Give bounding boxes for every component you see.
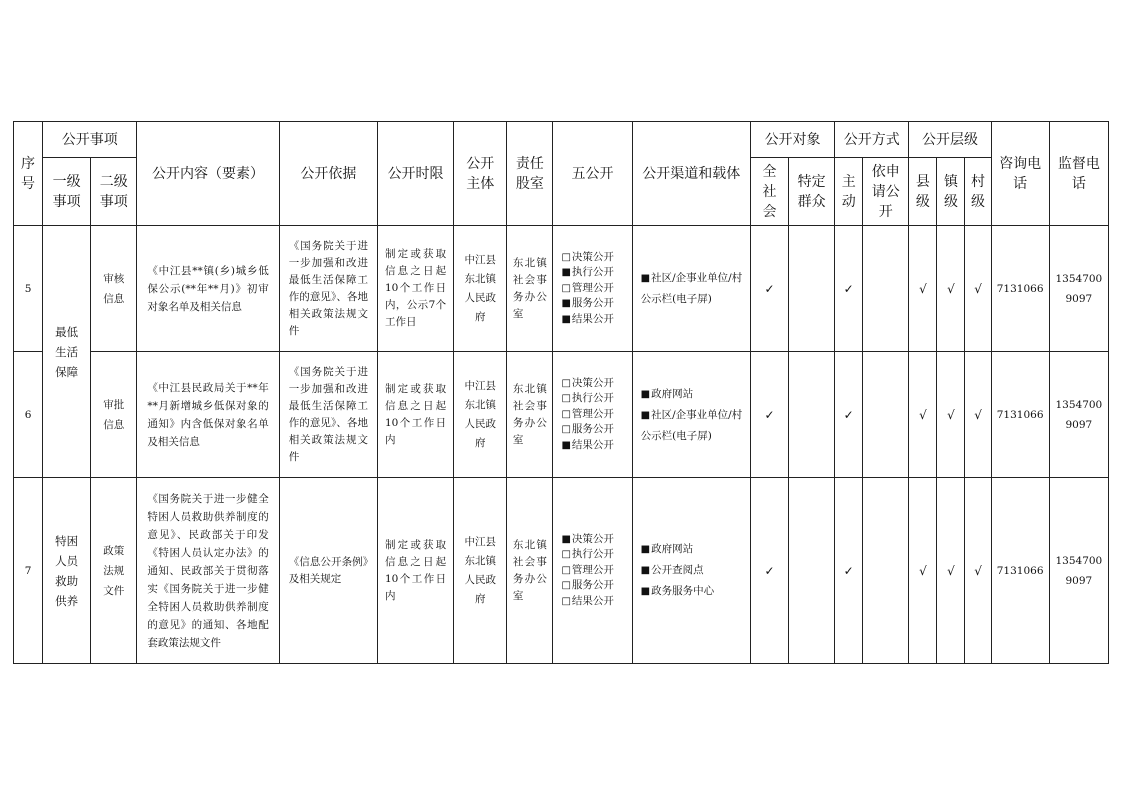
channel-list (633, 539, 750, 602)
header-dept: 责任股室 (507, 122, 553, 226)
header-consult-phone: 咨询电话 (991, 122, 1049, 226)
five-public-item: ■ 结果公开 (561, 438, 631, 454)
row-basis: 《信息公开条例》及相关规定 (279, 478, 377, 664)
row-basis: 《国务院关于进一步加强和改进最低生活保障工作的意见》、各地相关政策法规文件 (279, 226, 377, 352)
five-public-item: □ 决策公开 (561, 250, 631, 266)
channel-list (633, 384, 750, 446)
row-town-check: √ (937, 478, 965, 664)
row-dept: 东北镇社会事务办公室 (507, 352, 553, 478)
header-method: 公开方式 (835, 122, 909, 158)
row-method-request-check (863, 352, 909, 478)
header-subject: 公开主体 (454, 122, 507, 226)
header-content: 公开内容（要素） (137, 122, 279, 226)
five-public-item: □ 结果公开 (561, 594, 631, 610)
row-five-public (553, 478, 632, 664)
row-channel (632, 352, 750, 478)
row-target-specific-check (789, 478, 835, 664)
row-consult-phone: 7131066 (991, 478, 1049, 664)
group-min-living: 最低生活保障 (43, 226, 91, 478)
row-seq: 6 (14, 352, 43, 478)
row-time-limit: 制定或获取信息之日起10个工作日内 (377, 352, 453, 478)
row-level2: 政策法规文件 (91, 478, 137, 664)
row-village-check: √ (965, 352, 991, 478)
table-row (14, 226, 1109, 352)
row-village-check: √ (965, 226, 991, 352)
row-time-limit: 制定或获取信息之日起10个工作日内 (377, 478, 453, 664)
row-method-active-check: ✓ (835, 352, 863, 478)
header-method-request: 依申请公开 (863, 158, 909, 226)
header-supervise-phone: 监督电话 (1049, 122, 1108, 226)
five-public-item: □ 管理公开 (561, 407, 631, 423)
header-level-town: 镇级 (937, 158, 965, 226)
five-public-item: ■ 结果公开 (561, 312, 631, 328)
row-county-check: √ (909, 226, 937, 352)
five-public-item: □ 执行公开 (561, 547, 631, 563)
header-level1: 一级事项 (43, 158, 91, 226)
row-subject: 中江县东北镇人民政府 (454, 352, 507, 478)
header-level: 公开层级 (909, 122, 991, 158)
row-method-request-check (863, 226, 909, 352)
five-public-item: □ 服务公开 (561, 578, 631, 594)
row-method-request-check (863, 478, 909, 664)
row-five-public (553, 226, 632, 352)
table-row (14, 478, 1109, 664)
channel-item: ■ 政府网站 (641, 384, 750, 405)
row-content: 《中江县**镇(乡)城乡低保公示(**年**月)》初审对象名单及相关信息 (137, 226, 279, 352)
row-five-public (553, 352, 632, 478)
row-supervise-phone: 1354700 9097 (1049, 478, 1108, 664)
header-time-limit: 公开时限 (377, 122, 453, 226)
header-level2: 二级事项 (91, 158, 137, 226)
channel-item: ■ 公开查阅点 (641, 560, 750, 581)
row-town-check: √ (937, 226, 965, 352)
five-public-item: □ 执行公开 (561, 391, 631, 407)
row-content: 《中江县民政局关于**年**月新增城乡低保对象的通知》内含低保对象名单及相关信息 (137, 352, 279, 478)
channel-item: ■ 社区/企事业单位/村公示栏(电子屏) (641, 405, 750, 446)
five-public-list (553, 376, 631, 454)
five-public-item: ■ 决策公开 (561, 532, 631, 548)
group-special-poor: 特困人员救助供养 (43, 478, 91, 664)
header-target-all: 全社会 (750, 158, 788, 226)
row-channel (632, 226, 750, 352)
row-method-active-check: ✓ (835, 478, 863, 664)
row-dept: 东北镇社会事务办公室 (507, 478, 553, 664)
header-five-public: 五公开 (553, 122, 632, 226)
channel-list (633, 268, 750, 309)
row-basis: 《国务院关于进一步加强和改进最低生活保障工作的意见》、各地相关政策法规文件 (279, 352, 377, 478)
row-dept: 东北镇社会事务办公室 (507, 226, 553, 352)
five-public-item: ■ 服务公开 (561, 296, 631, 312)
row-level2: 审核信息 (91, 226, 137, 352)
five-public-list (553, 532, 631, 610)
table-row (14, 352, 1109, 478)
five-public-item: ■ 执行公开 (561, 265, 631, 281)
channel-item: ■ 政府网站 (641, 539, 750, 560)
row-target-all-check: ✓ (750, 478, 788, 664)
five-public-list (553, 250, 631, 328)
header-target: 公开对象 (750, 122, 834, 158)
header-method-active: 主动 (835, 158, 863, 226)
five-public-item: □ 服务公开 (561, 422, 631, 438)
header-public-item: 公开事项 (43, 122, 137, 158)
row-target-all-check: ✓ (750, 226, 788, 352)
header-channel: 公开渠道和载体 (632, 122, 750, 226)
row-supervise-phone: 1354700 9097 (1049, 226, 1108, 352)
row-seq: 7 (14, 478, 43, 664)
channel-item: ■ 政务服务中心 (641, 581, 750, 602)
row-target-all-check: ✓ (750, 352, 788, 478)
disclosure-table (13, 121, 1109, 664)
row-seq: 5 (14, 226, 43, 352)
row-content: 《国务院关于进一步健全特困人员救助供养制度的意见》、民政部关于印发《特困人员认定办法》的通知、民政部关于贯彻落实《国务院关于进一步健全特困人员救助供养制度的意见》的通知、各地配套政策法规文件 (137, 478, 279, 664)
row-supervise-phone: 1354700 9097 (1049, 352, 1108, 478)
row-county-check: √ (909, 352, 937, 478)
header-level-county: 县级 (909, 158, 937, 226)
header-basis: 公开依据 (279, 122, 377, 226)
row-village-check: √ (965, 478, 991, 664)
channel-item: ■ 社区/企事业单位/村公示栏(电子屏) (641, 268, 750, 309)
five-public-item: □ 管理公开 (561, 281, 631, 297)
row-target-specific-check (789, 226, 835, 352)
five-public-item: □ 管理公开 (561, 563, 631, 579)
row-level2: 审批信息 (91, 352, 137, 478)
row-target-specific-check (789, 352, 835, 478)
row-subject: 中江县东北镇人民政府 (454, 478, 507, 664)
row-method-active-check: ✓ (835, 226, 863, 352)
row-subject: 中江县东北镇人民政府 (454, 226, 507, 352)
row-channel (632, 478, 750, 664)
header-level-village: 村级 (965, 158, 991, 226)
row-town-check: √ (937, 352, 965, 478)
header-row-1 (14, 122, 1109, 158)
row-county-check: √ (909, 478, 937, 664)
row-time-limit: 制定或获取信息之日起10个工作日内，公示7个工作日 (377, 226, 453, 352)
row-consult-phone: 7131066 (991, 352, 1049, 478)
header-target-specific: 特定群众 (789, 158, 835, 226)
five-public-item: □ 决策公开 (561, 376, 631, 392)
header-seq: 序号 (14, 122, 43, 226)
row-consult-phone: 7131066 (991, 226, 1049, 352)
